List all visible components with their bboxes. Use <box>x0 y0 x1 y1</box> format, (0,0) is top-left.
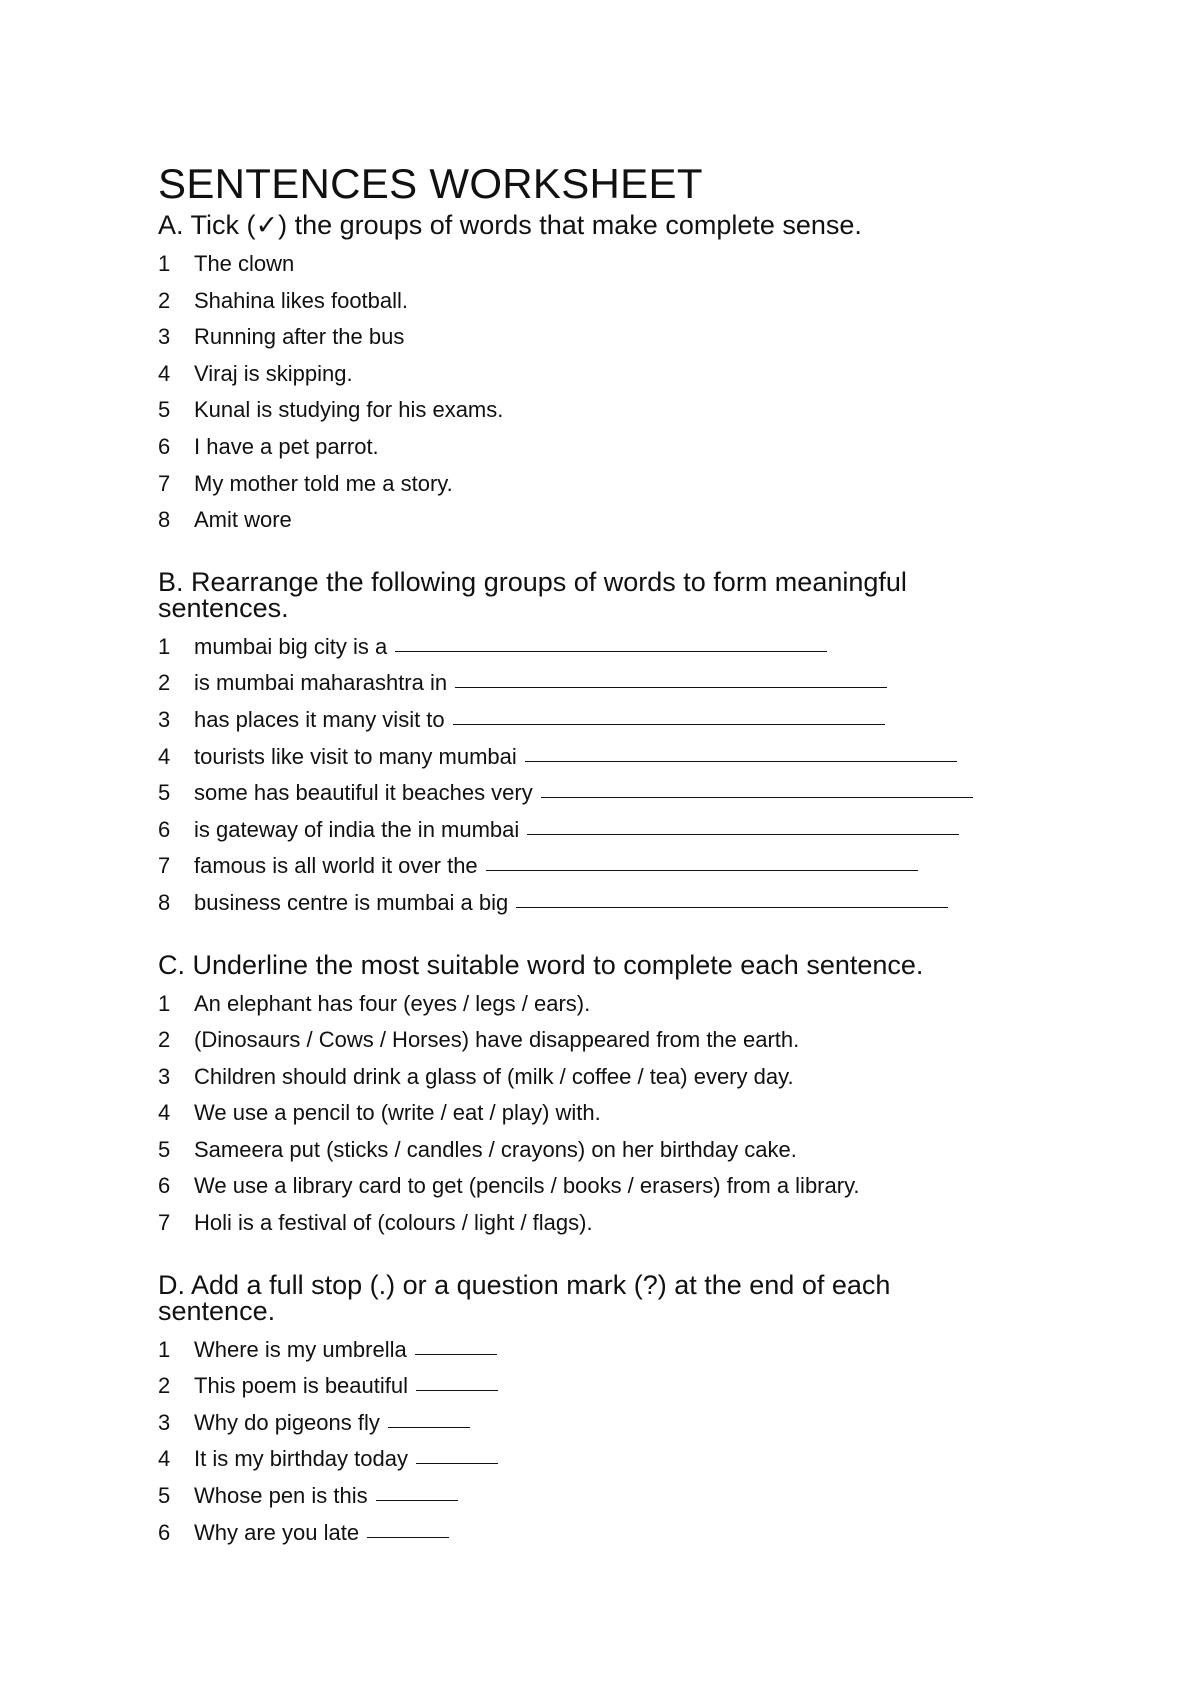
item-number: 7 <box>158 853 171 879</box>
item-text: We use a pencil to (write / eat / play) with. <box>194 1100 601 1126</box>
section-d-list <box>158 1332 1058 1552</box>
answer-blank[interactable] <box>541 775 973 798</box>
item-number: 4 <box>158 1446 171 1472</box>
section-a-list <box>158 246 1058 539</box>
item-text: Why do pigeons fly <box>194 1409 380 1435</box>
answer-blank[interactable] <box>416 1368 498 1391</box>
section-b-heading-line-2: sentences. <box>158 592 289 623</box>
section-c-heading: C. Underline the most suitable word to complete each sentence. <box>158 949 924 980</box>
item-number: 3 <box>158 324 171 350</box>
item-text: Where is my umbrella <box>194 1336 407 1362</box>
item-text: Holi is a festival of (colours / light / flags). <box>194 1210 593 1236</box>
list-item <box>158 1332 1058 1369</box>
list-item <box>158 848 1058 885</box>
list-item <box>158 775 1058 812</box>
list-item <box>158 739 1058 776</box>
answer-blank[interactable] <box>527 812 959 835</box>
item-text: Shahina likes football. <box>194 287 409 313</box>
item-number: 1 <box>158 633 171 659</box>
list-item <box>158 702 1058 739</box>
answer-blank[interactable] <box>367 1515 449 1538</box>
item-number: 1 <box>158 990 171 1016</box>
list-item <box>158 466 1058 503</box>
answer-blank[interactable] <box>525 739 957 762</box>
item-number: 7 <box>158 1210 171 1236</box>
page-title: SENTENCES WORKSHEET <box>158 160 703 207</box>
item-text: Amit wore <box>194 507 292 533</box>
item-text: mumbai big city is a <box>194 633 388 659</box>
item-number: 5 <box>158 397 171 423</box>
list-item <box>158 1478 1058 1515</box>
item-number: 1 <box>158 251 171 276</box>
list-item <box>158 429 1058 466</box>
item-text: business centre is mumbai a big <box>194 889 509 915</box>
list-item <box>158 1515 1058 1552</box>
section-d-heading-line-2: sentence. <box>158 1295 276 1326</box>
item-text: This poem is beautiful <box>194 1373 408 1399</box>
section-b-heading <box>158 566 1058 623</box>
item-number: 2 <box>158 1373 171 1399</box>
item-text: some has beautiful it beaches very <box>194 780 533 806</box>
answer-blank[interactable] <box>516 885 948 908</box>
item-number: 3 <box>158 706 171 732</box>
section-c-list <box>158 986 1058 1242</box>
item-number: 6 <box>158 1173 171 1199</box>
item-text: famous is all world it over the <box>194 853 478 879</box>
section-c <box>158 949 1058 1242</box>
list-item <box>158 1405 1058 1442</box>
list-item <box>158 1441 1058 1478</box>
item-number: 2 <box>158 670 171 696</box>
item-text: An elephant has four (eyes / legs / ears). <box>194 990 591 1016</box>
section-b <box>158 566 1058 922</box>
list-item <box>158 1205 1058 1242</box>
list-item <box>158 319 1058 356</box>
section-d-heading-line-1: D. Add a full stop (.) or a question mark (?) at the end of each <box>158 1269 891 1300</box>
item-number: 2 <box>158 1027 171 1053</box>
list-item <box>158 246 1058 283</box>
item-text: The clown <box>194 251 295 276</box>
section-b-list <box>158 629 1058 922</box>
section-a <box>158 212 1058 539</box>
item-text: Whose pen is this <box>194 1483 368 1509</box>
worksheet-page <box>158 160 1058 1551</box>
item-text: Kunal is studying for his exams. <box>194 397 504 423</box>
item-text: It is my birthday today <box>194 1446 408 1472</box>
list-item <box>158 986 1058 1023</box>
section-a-heading: A. Tick (✓) the groups of words that make complete sense. <box>158 210 862 240</box>
answer-blank[interactable] <box>486 848 918 871</box>
item-number: 8 <box>158 889 171 915</box>
section-b-heading-line-1: B. Rearrange the following groups of words to form meaningful <box>158 566 907 597</box>
item-text: is gateway of india the in mumbai <box>194 816 520 842</box>
item-text: My mother told me a story. <box>194 470 453 496</box>
list-item <box>158 1095 1058 1132</box>
item-text: We use a library card to get (pencils / books / erasers) from a library. <box>194 1173 860 1199</box>
item-number: 6 <box>158 1519 171 1545</box>
item-number: 7 <box>158 470 171 496</box>
answer-blank[interactable] <box>453 702 885 725</box>
answer-blank[interactable] <box>388 1405 470 1428</box>
item-number: 5 <box>158 780 171 806</box>
item-number: 1 <box>158 1336 171 1362</box>
item-number: 6 <box>158 816 171 842</box>
item-number: 8 <box>158 507 171 533</box>
section-d <box>158 1269 1058 1552</box>
item-number: 4 <box>158 743 171 769</box>
answer-blank[interactable] <box>416 1441 498 1464</box>
list-item <box>158 1368 1058 1405</box>
item-number: 5 <box>158 1136 171 1162</box>
answer-blank[interactable] <box>455 665 887 688</box>
list-item <box>158 1132 1058 1169</box>
list-item <box>158 629 1058 666</box>
item-text: I have a pet parrot. <box>194 433 379 459</box>
item-text: Running after the bus <box>194 324 405 350</box>
list-item <box>158 812 1058 849</box>
item-text: (Dinosaurs / Cows / Horses) have disappeared from the earth. <box>194 1027 800 1053</box>
item-text: Children should drink a glass of (milk / coffee / tea) every day. <box>194 1063 794 1089</box>
item-number: 3 <box>158 1409 171 1435</box>
list-item <box>158 356 1058 393</box>
list-item <box>158 885 1058 922</box>
list-item <box>158 283 1058 320</box>
item-text: has places it many visit to <box>194 706 445 732</box>
item-text: Viraj is skipping. <box>194 360 353 386</box>
list-item <box>158 502 1058 539</box>
list-item <box>158 392 1058 429</box>
item-text: tourists like visit to many mumbai <box>194 743 517 769</box>
section-d-heading <box>158 1269 1058 1326</box>
answer-blank[interactable] <box>395 629 827 652</box>
list-item <box>158 665 1058 702</box>
item-number: 4 <box>158 1100 171 1126</box>
list-item <box>158 1059 1058 1096</box>
item-text: Sameera put (sticks / candles / crayons) on her birthday cake. <box>194 1136 797 1162</box>
item-number: 3 <box>158 1063 171 1089</box>
item-number: 2 <box>158 287 171 313</box>
list-item <box>158 1168 1058 1205</box>
answer-blank[interactable] <box>376 1478 458 1501</box>
item-text: Why are you late <box>194 1519 360 1545</box>
item-number: 6 <box>158 433 171 459</box>
item-text: is mumbai maharashtra in <box>194 670 448 696</box>
item-number: 5 <box>158 1483 171 1509</box>
list-item <box>158 1022 1058 1059</box>
item-number: 4 <box>158 360 171 386</box>
answer-blank[interactable] <box>415 1332 497 1355</box>
